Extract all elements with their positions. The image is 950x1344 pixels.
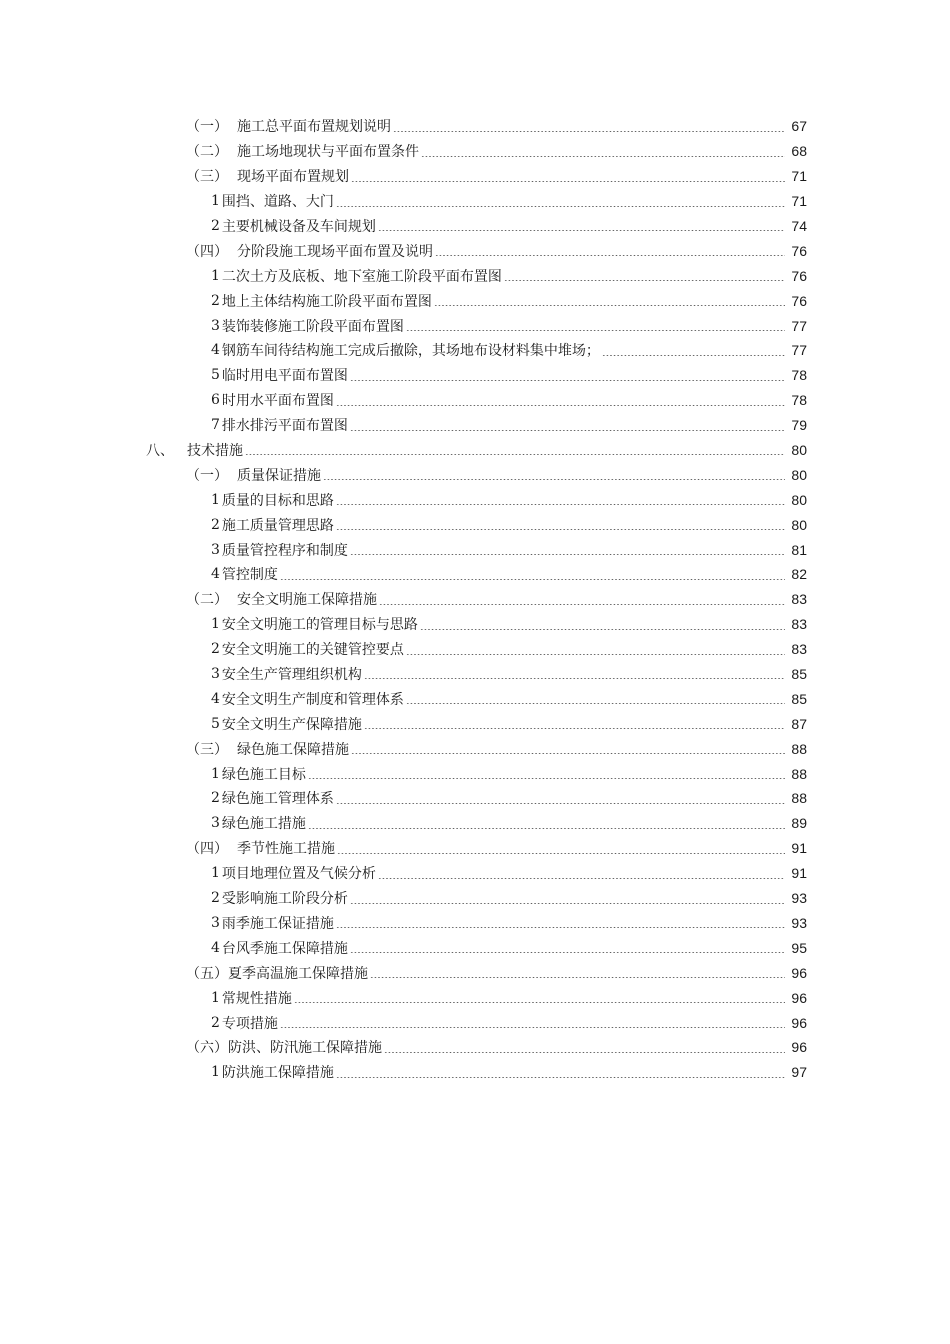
toc-dot-leader xyxy=(280,579,785,580)
toc-entry[interactable] xyxy=(0,338,950,363)
toc-entry-page-number: 79 xyxy=(791,417,807,434)
toc-entry-page-number: 77 xyxy=(791,342,807,359)
toc-entry-number: 1 xyxy=(211,865,220,882)
toc-entry-number: 5 xyxy=(211,715,220,732)
toc-entry-number: （二） xyxy=(186,592,228,609)
toc-dot-leader xyxy=(420,629,785,630)
toc-entry-number: 3 xyxy=(211,815,220,832)
toc-entry-number: 4 xyxy=(211,566,220,583)
toc-entry-number: 2 xyxy=(211,890,220,907)
toc-entry-page-number: 77 xyxy=(791,317,807,334)
toc-entry-title: 绿色施工保障措施 xyxy=(237,741,349,758)
toc-entry-page-number: 80 xyxy=(791,516,807,533)
toc-entry-title: 管控制度 xyxy=(221,567,278,584)
toc-entry-page-number: 71 xyxy=(791,193,807,210)
toc-entry-number: 4 xyxy=(211,939,220,956)
toc-entry-title: 现场平面布置规划 xyxy=(237,169,349,186)
toc-entry[interactable] xyxy=(0,562,950,587)
toc-entry-page-number: 74 xyxy=(791,218,807,234)
toc-entry-number: 2 xyxy=(211,1014,220,1031)
toc-dot-leader xyxy=(323,479,785,480)
toc-dot-leader xyxy=(434,305,785,306)
toc-entry-title: 安全文明施工的管理目标与思路 xyxy=(221,617,418,634)
toc-entry-title: 防洪、防汛施工保障措施 xyxy=(228,1040,382,1057)
toc-entry[interactable] xyxy=(0,836,950,861)
toc-entry-page-number: 76 xyxy=(791,267,807,284)
toc-entry-number: 1 xyxy=(211,765,220,782)
toc-dot-leader xyxy=(351,181,785,182)
toc-entry-title: 防洪施工保障措施 xyxy=(221,1065,334,1082)
toc-dot-leader xyxy=(378,878,785,879)
toc-entry-title: 项目地理位置及气候分析 xyxy=(221,866,376,883)
toc-dot-leader xyxy=(337,853,785,854)
toc-entry-title: 二次土方及底板、地下室施工阶段平面布置图 xyxy=(221,268,502,285)
toc-entry-title: 受影响施工阶段分析 xyxy=(221,891,348,908)
toc-entry[interactable] xyxy=(0,861,950,886)
toc-dot-leader xyxy=(364,678,785,679)
toc-entry-page-number: 82 xyxy=(791,566,807,583)
toc-entry-number: 1 xyxy=(211,989,220,1006)
toc-entry-number: 2 xyxy=(211,790,220,807)
toc-dot-leader xyxy=(384,1052,785,1053)
toc-entry[interactable] xyxy=(0,288,950,313)
toc-entry-page-number: 85 xyxy=(791,666,807,683)
toc-entry-number: 3 xyxy=(211,914,220,931)
toc-entry-number: 6 xyxy=(211,392,220,409)
toc-entry[interactable] xyxy=(0,487,950,512)
toc-dot-leader xyxy=(406,654,785,655)
toc-entry-page-number: 91 xyxy=(791,840,807,857)
toc-dot-leader xyxy=(336,529,785,530)
toc-entry-title: 围挡、道路、大门 xyxy=(221,194,334,211)
toc-dot-leader xyxy=(364,728,785,729)
toc-entry-page-number: 91 xyxy=(791,865,807,882)
toc-dot-leader xyxy=(336,504,785,505)
toc-entry-page-number: 83 xyxy=(791,616,807,633)
toc-dot-leader xyxy=(336,405,785,406)
toc-dot-leader xyxy=(280,1027,785,1028)
toc-entry-number: 1 xyxy=(211,491,220,508)
toc-entry-number: （三） xyxy=(186,169,228,186)
toc-entry[interactable] xyxy=(0,114,950,139)
toc-entry-title: 绿色施工目标 xyxy=(221,766,306,783)
toc-dot-leader xyxy=(378,230,785,231)
toc-entry[interactable] xyxy=(0,413,950,438)
toc-dot-leader xyxy=(350,430,785,431)
toc-dot-leader xyxy=(336,803,785,804)
toc-entry-title: 质量保证措施 xyxy=(237,467,321,484)
toc-entry-page-number: 80 xyxy=(791,442,807,459)
toc-entry[interactable] xyxy=(0,1010,950,1035)
toc-entry-number: （三） xyxy=(186,741,228,758)
toc-entry[interactable] xyxy=(0,139,950,164)
toc-entry-number: 2 xyxy=(211,218,220,234)
toc-dot-leader xyxy=(379,604,785,605)
toc-entry-title: 安全文明施工的关键管控要点 xyxy=(221,642,404,659)
toc-entry-page-number: 83 xyxy=(791,641,807,658)
toc-dot-leader xyxy=(350,952,785,953)
toc-entry-page-number: 96 xyxy=(791,989,807,1006)
toc-dot-leader xyxy=(435,255,785,256)
toc-entry-number: 1 xyxy=(211,1064,220,1081)
toc-entry-title: 装饰装修施工阶段平面布置图 xyxy=(221,318,404,335)
toc-entry-title: 质量的目标和思路 xyxy=(221,492,334,509)
toc-dot-leader xyxy=(406,703,785,704)
toc-dot-leader xyxy=(351,753,785,754)
toc-entry[interactable] xyxy=(0,587,950,612)
toc-entry-title: 分阶段施工现场平面布置及说明 xyxy=(237,243,433,260)
toc-entry-title: 临时用电平面布置图 xyxy=(221,368,348,385)
toc-entry[interactable] xyxy=(0,736,950,761)
toc-entry[interactable] xyxy=(0,313,950,338)
toc-entry[interactable] xyxy=(0,886,950,911)
toc-entry-number: （六） xyxy=(186,1040,228,1057)
toc-entry[interactable] xyxy=(0,935,950,960)
toc-entry-page-number: 88 xyxy=(791,740,807,757)
toc-dot-leader xyxy=(370,977,785,978)
toc-entry-number: 3 xyxy=(211,666,220,683)
toc-entry-title: 台风季施工保障措施 xyxy=(221,940,348,957)
toc-entry-title: 安全文明生产制度和管理体系 xyxy=(221,691,404,708)
toc-entry-title: 季节性施工措施 xyxy=(237,841,335,858)
toc-entry-page-number: 89 xyxy=(791,815,807,832)
toc-entry[interactable] xyxy=(0,686,950,711)
toc-entry[interactable] xyxy=(0,238,950,263)
toc-entry-page-number: 97 xyxy=(791,1064,807,1081)
toc-entry-page-number: 80 xyxy=(791,466,807,483)
toc-entry-number: 5 xyxy=(211,367,220,384)
toc-dot-leader xyxy=(245,454,785,455)
toc-entry[interactable] xyxy=(0,786,950,811)
toc-entry-number: （四） xyxy=(186,841,228,858)
toc-dot-leader xyxy=(350,554,785,555)
toc-entry[interactable] xyxy=(0,462,950,487)
toc-entry-number: 4 xyxy=(211,690,220,707)
toc-entry-title: 绿色施工管理体系 xyxy=(221,791,334,808)
toc-entry[interactable] xyxy=(0,512,950,537)
toc-entry-number: 3 xyxy=(211,317,220,334)
toc-dot-leader xyxy=(406,330,785,331)
toc-entry[interactable] xyxy=(0,388,950,413)
toc-entry-number: 3 xyxy=(211,541,220,558)
toc-entry[interactable] xyxy=(0,438,950,463)
toc-entry-title: 质量管控程序和制度 xyxy=(221,542,348,559)
toc-dot-leader xyxy=(308,778,785,779)
toc-entry-title: 施工总平面布置规划说明 xyxy=(237,119,391,136)
toc-entry-number: 1 xyxy=(211,616,220,633)
toc-entry-page-number: 88 xyxy=(791,765,807,782)
toc-entry-title: 主要机械设备及车间规划 xyxy=(221,219,376,235)
toc-entry[interactable] xyxy=(0,263,950,288)
toc-entry-title: 排水排污平面布置图 xyxy=(221,418,348,435)
toc-entry-title: 夏季高温施工保障措施 xyxy=(228,965,368,982)
toc-entry-title: 安全生产管理组织机构 xyxy=(221,667,362,684)
toc-dot-leader xyxy=(504,280,785,281)
toc-entry[interactable] xyxy=(0,637,950,662)
toc-entry-number: 1 xyxy=(211,267,220,284)
toc-entry-title: 专项措施 xyxy=(221,1015,278,1032)
toc-entry-number: （一） xyxy=(186,119,228,136)
toc-dot-leader xyxy=(602,355,785,356)
toc-entry-page-number: 87 xyxy=(791,715,807,732)
toc-entry[interactable] xyxy=(0,612,950,637)
toc-entry[interactable] xyxy=(0,662,950,687)
toc-dot-leader xyxy=(393,131,785,132)
toc-entry[interactable] xyxy=(0,960,950,985)
toc-entry-title: 钢筋车间待结构施工完成后撤除，其场地布设材料集中堆场； xyxy=(221,343,600,360)
toc-entry-page-number: 68 xyxy=(791,143,807,160)
toc-entry[interactable] xyxy=(0,537,950,562)
toc-dot-leader xyxy=(336,206,785,207)
toc-entry-number: （五） xyxy=(186,965,228,982)
toc-entry-title: 常规性措施 xyxy=(221,990,292,1007)
toc-entry-number: 2 xyxy=(211,292,220,309)
toc-entry[interactable] xyxy=(0,911,950,936)
toc-entry-page-number: 83 xyxy=(791,591,807,608)
toc-entry-number: 4 xyxy=(211,342,220,359)
toc-entry-page-number: 80 xyxy=(791,491,807,508)
toc-entry[interactable] xyxy=(0,985,950,1010)
toc-entry-page-number: 78 xyxy=(791,392,807,409)
toc-entry-title: 时用水平面布置图 xyxy=(221,393,334,410)
toc-entry-page-number: 71 xyxy=(791,168,807,185)
toc-dot-leader xyxy=(308,828,785,829)
toc-entry-title: 地上主体结构施工阶段平面布置图 xyxy=(221,293,432,310)
toc-entry-page-number: 78 xyxy=(791,367,807,384)
toc-entry-page-number: 76 xyxy=(791,292,807,309)
toc-entry[interactable] xyxy=(0,811,950,836)
toc-entry-page-number: 96 xyxy=(791,1014,807,1031)
toc-entry-page-number: 93 xyxy=(791,914,807,931)
toc-entry-title: 施工场地现状与平面布置条件 xyxy=(237,144,419,161)
toc-entry[interactable] xyxy=(0,164,950,189)
toc-entry-page-number: 96 xyxy=(791,1039,807,1056)
toc-entry-number: 1 xyxy=(211,193,220,210)
toc-entry-number: 7 xyxy=(211,417,220,434)
toc-entry-page-number: 93 xyxy=(791,890,807,907)
toc-entry-number: 2 xyxy=(211,516,220,533)
toc-entry-page-number: 88 xyxy=(791,790,807,807)
toc-entry-page-number: 95 xyxy=(791,939,807,956)
table-of-contents xyxy=(0,114,950,1085)
toc-dot-leader xyxy=(421,156,785,157)
toc-entry-number: （二） xyxy=(186,144,228,161)
toc-entry-title: 施工质量管理思路 xyxy=(221,517,334,534)
toc-entry[interactable] xyxy=(0,761,950,786)
toc-entry[interactable] xyxy=(0,711,950,736)
toc-entry-number: （一） xyxy=(186,467,228,484)
toc-entry-title: 安全文明施工保障措施 xyxy=(237,592,377,609)
toc-entry-number: 八、 xyxy=(146,443,174,460)
toc-entry[interactable] xyxy=(0,1060,950,1085)
toc-entry-title: 技术措施 xyxy=(187,443,243,460)
toc-entry[interactable] xyxy=(0,1035,950,1060)
toc-entry-page-number: 81 xyxy=(791,541,807,558)
toc-entry-title: 雨季施工保证措施 xyxy=(221,915,334,932)
toc-entry-title: 绿色施工措施 xyxy=(221,816,306,833)
toc-entry-page-number: 76 xyxy=(791,242,807,259)
toc-entry-number: （四） xyxy=(186,243,228,260)
toc-entry-number: 2 xyxy=(211,641,220,658)
toc-entry-page-number: 67 xyxy=(791,118,807,135)
toc-dot-leader xyxy=(294,1002,785,1003)
toc-dot-leader xyxy=(350,903,785,904)
toc-entry[interactable] xyxy=(0,363,950,388)
toc-entry-title: 安全文明生产保障措施 xyxy=(221,716,362,733)
toc-dot-leader xyxy=(350,380,785,381)
toc-entry-page-number: 96 xyxy=(791,964,807,981)
toc-entry-page-number: 85 xyxy=(791,690,807,707)
toc-entry[interactable] xyxy=(0,189,950,214)
toc-dot-leader xyxy=(336,1077,785,1078)
toc-dot-leader xyxy=(336,927,785,928)
toc-entry[interactable] xyxy=(0,214,950,239)
